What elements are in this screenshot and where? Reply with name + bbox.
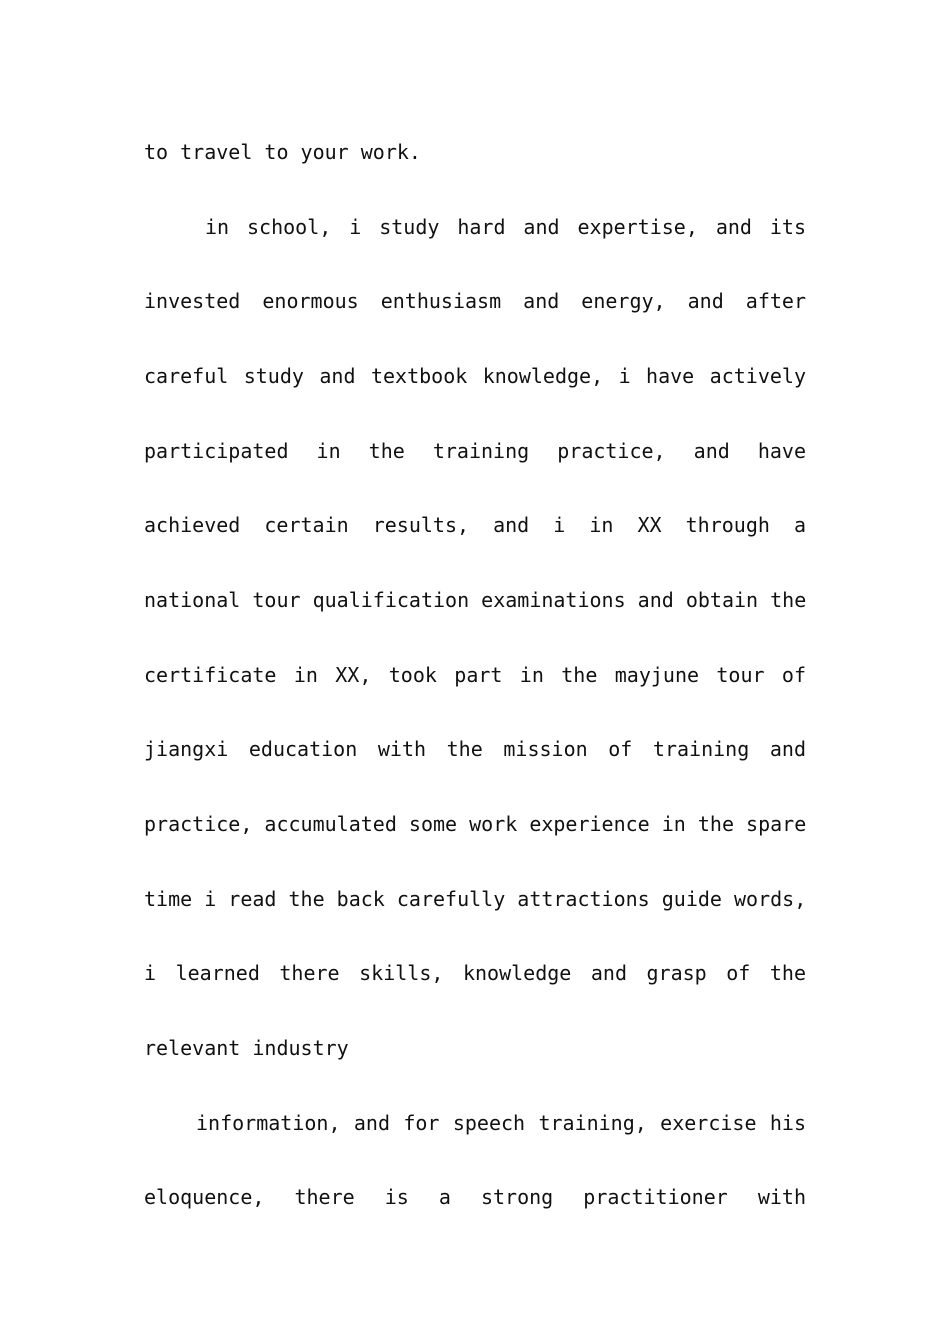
text-line: invested enormous enthusiasm and energy, and after <box>144 289 806 313</box>
text-line: national tour qualification examinations and obtain the <box>144 588 807 612</box>
text-line: achieved certain results, and i in XX through a <box>144 513 806 537</box>
text-line: i learned there skills, knowledge and grasp of the <box>144 961 806 985</box>
text-line: to travel to your work. <box>144 140 421 164</box>
text-line: jiangxi education with the mission of training and <box>144 737 806 761</box>
text-line: practice, accumulated some work experience in the spare <box>144 812 807 836</box>
text-line: eloquence, there is a strong practitioner with <box>144 1185 806 1209</box>
text-line: in school, i study hard and expertise, and its <box>205 215 806 239</box>
text-line: relevant industry <box>144 1036 349 1060</box>
text-line: certificate in XX, took part in the mayjune tour of <box>144 663 806 687</box>
text-line: time i read the back carefully attractions guide words, <box>144 887 807 911</box>
text-line: information, and for speech training, exercise his <box>196 1111 806 1135</box>
text-line: careful study and textbook knowledge, i have actively <box>144 364 806 388</box>
text-line: participated in the training practice, and have <box>144 439 806 463</box>
